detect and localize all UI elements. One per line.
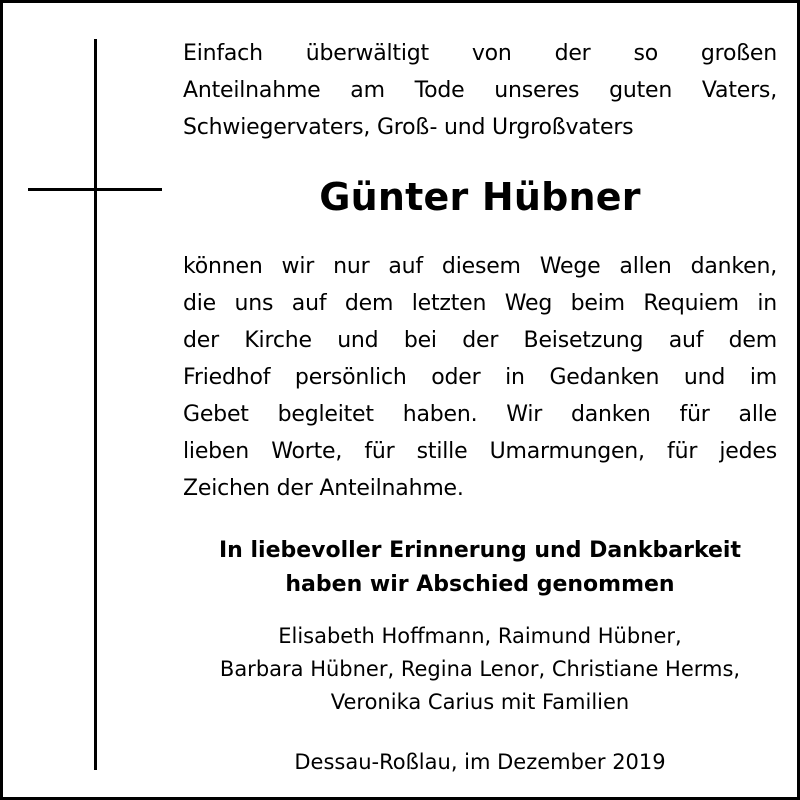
intro-paragraph bbox=[183, 35, 777, 146]
thanks-line: Friedhof persönlich oder in Gedanken und im bbox=[183, 365, 777, 390]
place-and-date: Dessau-Roßlau, im Dezember 2019 bbox=[294, 750, 666, 774]
signature-line: Veronika Carius mit Familien bbox=[330, 690, 630, 714]
family-signatures bbox=[183, 620, 777, 719]
cross-symbol-vertical-bar bbox=[94, 39, 97, 770]
deceased-name: Günter Hübner bbox=[319, 175, 641, 219]
intro-line: Einfach überwältigt von der so großen bbox=[183, 41, 777, 66]
thanks-line: der Kirche und bei der Beisetzung auf dem bbox=[183, 328, 777, 353]
thanks-line: können wir nur auf diesem Wege allen danken, bbox=[183, 254, 777, 279]
cross-symbol-horizontal-bar bbox=[28, 188, 162, 191]
thanks-line: die uns auf dem letzten Weg beim Requiem in bbox=[183, 291, 777, 316]
farewell-line: haben wir Abschied genommen bbox=[285, 572, 675, 597]
signature-line: Elisabeth Hoffmann, Raimund Hübner, bbox=[278, 624, 682, 648]
intro-line: Schwiegervaters, Groß- und Urgroßvaters bbox=[183, 115, 634, 140]
farewell-line: In liebevoller Erinnerung und Dankbarkeit bbox=[219, 538, 741, 563]
farewell-statement bbox=[183, 534, 777, 602]
thanks-line: lieben Worte, für stille Umarmungen, für jedes bbox=[183, 439, 777, 464]
thanks-line: Gebet begleitet haben. Wir danken für alle bbox=[183, 402, 777, 427]
thanks-paragraph bbox=[183, 248, 777, 507]
thanks-line: Zeichen der Anteilnahme. bbox=[183, 476, 464, 501]
intro-line: Anteilnahme am Tode unseres guten Vaters, bbox=[183, 78, 777, 103]
signature-line: Barbara Hübner, Regina Lenor, Christiane Herms, bbox=[219, 657, 741, 681]
